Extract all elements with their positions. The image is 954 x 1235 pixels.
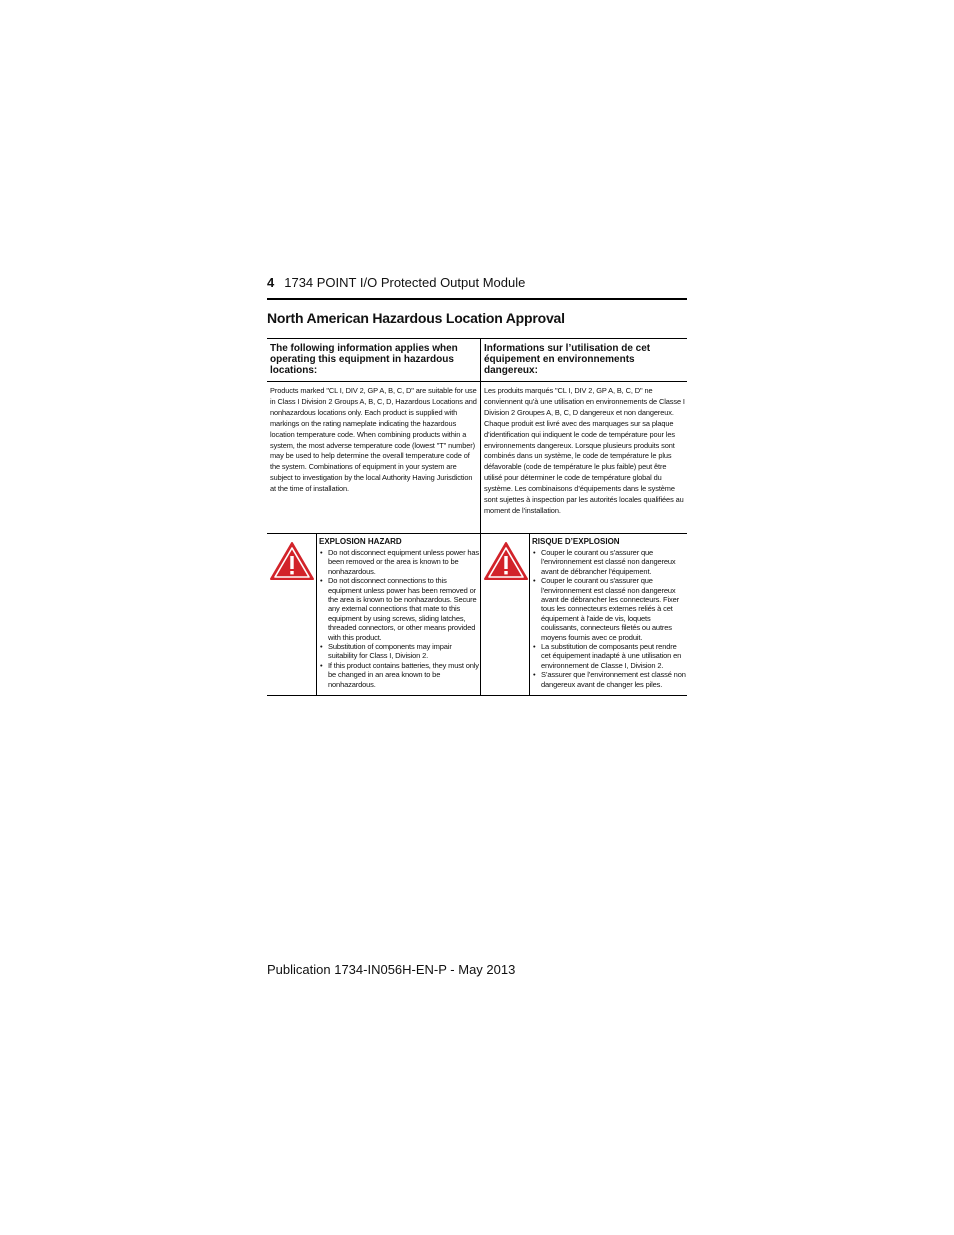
warning-triangle-icon xyxy=(483,541,529,581)
warning-fr-list xyxy=(532,548,686,689)
warning-fr-icon-divider xyxy=(529,533,530,696)
publication-footer: Publication 1734-IN056H-EN-P - May 2013 xyxy=(267,962,516,977)
hazardous-location-table xyxy=(267,338,687,696)
warning-en-icon-divider xyxy=(316,533,317,696)
warning-en-list xyxy=(319,548,479,689)
body-en: Products marked "CL I, DIV 2, GP A, B, C, D" are suitable for use in Class I Division 2 Groups A, B, C, D, Hazardous Locations and nonhazardous locations only. Each product is supplied with markings on the rating nameplate indicating the hazardous location temperature code. When combining products within a system, the most adverse temperature code (lowest "T" number) may be used to help determine the overall temperature code of the system. Combinations of equipment in your system are subject to investigation by the local Authority Having Jurisdiction at the time of installation. xyxy=(270,386,477,494)
list-item: • Do not disconnect equipment unless power has been removed or the area is known to be nonhazardous. xyxy=(319,548,479,576)
list-item: • Substitution of components may impair suitability for Class I, Division 2. xyxy=(319,642,479,661)
header-rule xyxy=(267,298,687,300)
list-item: • Couper le courant ou s'assurer que l’environnement est classé non dangereux avant de débrancher les connecteurs. Fixer tous les connecteurs externes reliés à cet équipement à l'aide de vis, loquets coulissants, connecteurs filetés ou autres moyens fournis avec ce produit. xyxy=(532,576,686,642)
list-item: • Couper le courant ou s’assurer que l’environnement est classé non dangereux avant de débrancher l'équipement. xyxy=(532,548,686,576)
table-top-rule xyxy=(267,338,687,339)
list-item: • La substitution de composants peut rendre cet équipement inadapté à une utilisation en environnement de Classe I, Division 2. xyxy=(532,642,686,670)
section-title: North American Hazardous Location Approval xyxy=(267,310,565,326)
table-header-rule xyxy=(267,381,687,382)
list-item: • Do not disconnect connections to this equipment unless power has been removed or the area is known to be nonhazardous. Secure any external connections that mate to this equipment by using screws, sliding latches, threaded connectors, or other means provided with this product. xyxy=(319,576,479,642)
table-bottom-rule xyxy=(267,695,687,696)
warning-en xyxy=(319,537,479,689)
warning-fr-title: RISQUE D’EXPLOSION xyxy=(532,537,620,546)
page-number: 4 xyxy=(267,275,275,290)
list-item: • S’assurer que l’environnement est classé non dangereux avant de changer les piles. xyxy=(532,670,686,689)
table-body-rule xyxy=(267,533,687,534)
list-item: • If this product contains batteries, they must only be changed in an area known to be nonhazardous. xyxy=(319,661,479,689)
document-title: 1734 POINT I/O Protected Output Module xyxy=(284,275,526,290)
table-column-divider xyxy=(480,338,481,696)
warning-en-title: EXPLOSION HAZARD xyxy=(319,537,402,546)
header-fr: Informations sur l’utilisation de cet équipement en environnements dangereux: xyxy=(484,343,651,376)
warning-triangle-icon xyxy=(269,541,315,581)
header-en: The following information applies when operating this equipment in hazardous locations: xyxy=(270,343,458,376)
body-fr: Les produits marqués "CL I, DIV 2, GP A, B, C, D" ne conviennent qu’à une utilisation en environnements de Classe I Division 2 Groupes A, B, C, D dangereux et non dangereux. Chaque produit est livré avec des marquages sur sa plaque d’identification qui indiquent le code de température pour les environnements dangereux. Lorsque plusieurs produits sont combinés dans un système, le code de température le plus défavorable (code de température le plus faible) peut être utilisé pour déterminer le code de température global du système. Les combinaisons d’équipements dans le système sont sujettes à inspection par les autorités locales qualifiées au moment de l’installation. xyxy=(484,386,685,515)
page-header xyxy=(267,275,687,290)
warning-fr xyxy=(532,537,686,689)
